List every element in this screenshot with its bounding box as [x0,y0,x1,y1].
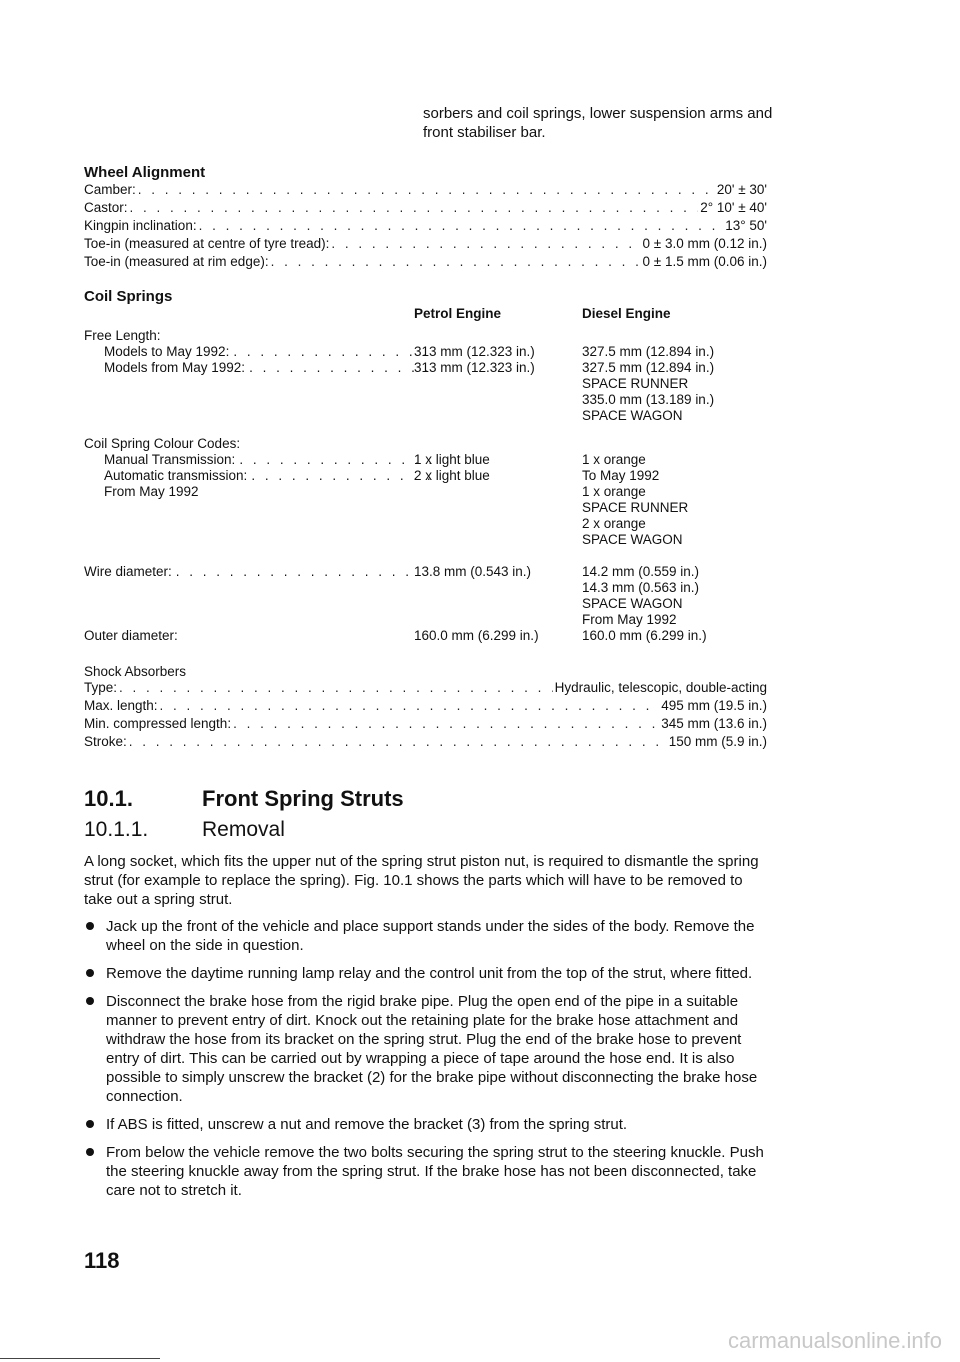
subsection-number: 10.1.1. [84,818,149,841]
spec-row [84,698,767,715]
list-item-text: From below the vehicle remove the two bolts securing the spring strut to the steering knuckle. Push the steering knuckle away from the spring strut. If the brake hose has not been disconnected, take care not to stretch it. [106,1144,764,1199]
petrol-value: 313 mm (12.323 in.) [414,360,535,375]
subsection-title: Removal [202,818,285,841]
spec-row [84,200,767,217]
spec-row [84,716,767,733]
spring-row-label: Automatic transmission: . . . [84,468,434,484]
leader-dots [138,182,715,197]
leader-dots [119,680,553,695]
spec-value: 150 mm (5.9 in.) [668,734,767,749]
bullet-icon [86,1120,94,1128]
spring-row-label: Outer diameter: [84,628,178,643]
spec-value: 345 mm (13.6 in.) [661,716,767,731]
list-item-text: Disconnect the brake hose from the rigid brake pipe. Plug the open end of the pipe in a suitable manner to prevent entry of dirt. Knock out the retaining plate for the brake hose attachment and withdraw the hose from its bracket on the spring strut. Plug the end of the brake hose to prevent entry of dirt. This can be carried out by wrapping a piece of tape around the hose end. It is also possible to simply unscrew the bracket (2) for the brake pipe without disconnecting the brake hose connection. [106,993,758,1105]
section-heading [84,786,404,812]
leader-dots [129,734,667,749]
list-item-text: Remove the daytime running lamp relay and the control unit from the top of the strut, where fitted. [106,965,753,982]
bullet-icon [86,922,94,930]
diesel-value: 1 x orange SPACE RUNNER 2 x orange SPACE WAGON [582,484,689,547]
spec-value: 495 mm (19.5 in.) [661,698,767,713]
diesel-value: To May 1992 [582,468,660,483]
petrol-value: 313 mm (12.323 in.) [414,344,535,359]
petrol-value: 160.0 mm (6.299 in.) [414,628,539,643]
diesel-value: 327.5 mm (12.894 in.) [582,344,715,359]
spec-value: 2° 10' ± 40' [700,200,767,215]
spec-label: Type: [84,680,118,695]
bullet-icon [86,1148,94,1156]
petrol-value: 1 x light blue [414,452,490,467]
leader-dots [160,698,660,713]
spec-value: 13° 50' [725,218,767,233]
list-item-text: If ABS is fitted, unscrew a nut and remove the bracket (3) from the spring strut. [106,1116,628,1133]
leader-dots [233,716,659,731]
spec-row [84,218,767,235]
diesel-value: 327.5 mm (12.894 in.) SPACE RUNNER 335.0 mm (13.189 in.) SPACE WAGON [582,360,715,423]
coil-springs-title: Coil Springs [84,288,173,305]
column-head-diesel: Diesel Engine [582,306,671,321]
list-item [84,964,774,983]
bullet-icon [86,969,94,977]
spec-label: Min. compressed length: [84,716,232,731]
spring-row-label: Models from May 1992: . . . [84,360,434,376]
shock-absorbers-title: Shock Absorbers [84,664,187,679]
diesel-value: 1 x orange [582,452,646,467]
spec-value: 20' ± 30' [716,182,767,197]
spec-row [84,254,767,271]
wheel-alignment-title: Wheel Alignment [84,164,206,181]
list-item [84,1143,774,1200]
diesel-value: 160.0 mm (6.299 in.) [582,628,707,643]
spring-row-label: From May 1992 [104,484,199,499]
leader-dots [271,254,641,269]
subsection-heading [84,818,285,842]
list-item-text: Jack up the front of the vehicle and place support stands under the sides of the body. Remove the wheel on the side in question. [106,918,755,954]
spec-value: 0 ± 1.5 mm (0.06 in.) [642,254,767,269]
list-item [84,992,774,1106]
petrol-value: 2 x light blue [414,468,490,483]
spec-label: Stroke: [84,734,127,749]
petrol-value: 13.8 mm (0.543 in.) [414,564,532,579]
spec-label: Kingpin inclination: [84,218,197,233]
spring-row-label: Models to May 1992: . . . [84,344,434,360]
spec-label: Max. length: [84,698,158,713]
watermark: carmanualsonline.info [727,1328,942,1353]
bullet-icon [86,997,94,1005]
section-number: 10.1. [84,786,133,811]
list-item [84,917,774,955]
spec-row [84,734,767,751]
intro-text: sorbers and coil springs, lower suspension arms and front stabiliser bar. [423,105,773,141]
spec-row [84,236,767,253]
spec-label: Camber: [84,182,136,197]
spec-row [84,182,767,199]
spec-value: Hydraulic, telescopic, double-acting [554,680,767,695]
leader-dots [331,236,640,251]
spec-label: Castor: [84,200,128,215]
spring-row-label: Manual Transmission: . . . [84,452,434,468]
spec-label: Toe-in (measured at rim edge): [84,254,269,269]
spec-label: Toe-in (measured at centre of tyre tread): [84,236,330,251]
column-head-petrol: Petrol Engine [414,306,502,321]
page-number: 118 [84,1248,120,1273]
list-item [84,1115,774,1134]
spring-row-label: Wire diameter: . . . [84,564,414,580]
free-length-label: Free Length: [84,328,161,343]
body-paragraph: A long socket, which fits the upper nut of the spring strut piston nut, is required to dismantle the spring strut (for example to replace the spring). Fig. 10.1 shows the parts which will have to be removed to take out a spring strut. [84,853,759,908]
footer-rule [0,1358,160,1359]
spec-value: 0 ± 3.0 mm (0.12 in.) [642,236,767,251]
diesel-value: 14.2 mm (0.559 in.) 14.3 mm (0.563 in.) SPACE WAGON From May 1992 [582,564,700,627]
leader-dots [130,200,699,215]
spec-row [84,680,767,697]
leader-dots [199,218,724,233]
section-title: Front Spring Struts [202,786,404,811]
instruction-list [84,917,774,1209]
colour-codes-label: Coil Spring Colour Codes: [84,436,241,451]
